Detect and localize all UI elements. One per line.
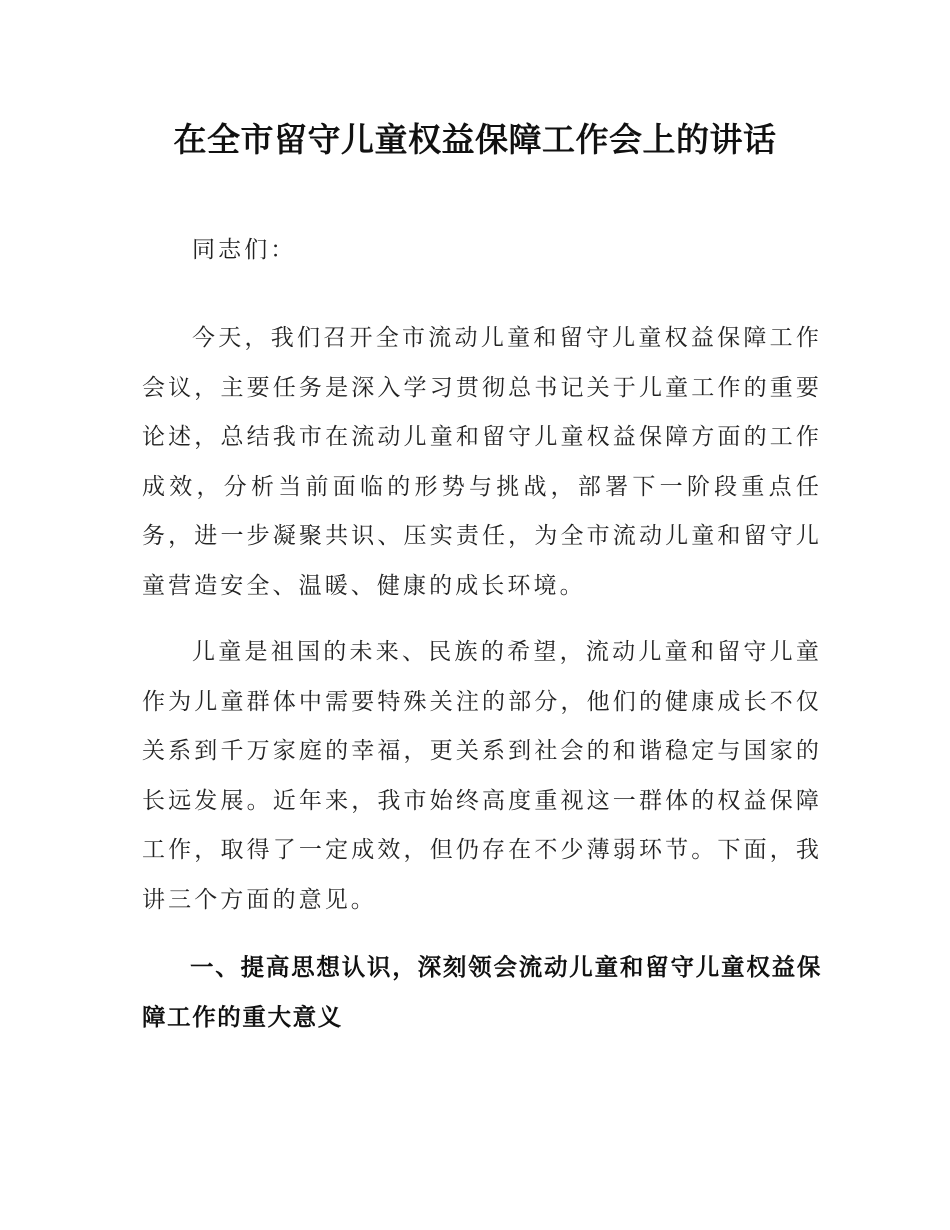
greeting: 同志们：	[192, 237, 297, 263]
paragraph-1: 今天，我们召开全市流动儿童和留守儿童权益保障工作会议，主要任务是深入学习贯彻总书记关于儿童工作的重要论述，总结我市在流动儿童和留守儿童权益保障方面的工作成效，分析当前面临的形势与挑战，部署下一阶段重点任务，进一步凝聚共识、压实责任，为全市流动儿童和留守儿童营造安全、温暖、健康的成长环境。	[142, 325, 822, 599]
document-title: 在全市留守儿童权益保障工作会上的讲话	[173, 120, 777, 159]
section-heading-1: 一、提高思想认识，深刻领会流动儿童和留守儿童权益保障工作的重大意义	[142, 953, 822, 1031]
paragraph-2: 儿童是祖国的未来、民族的希望，流动儿童和留守儿童作为儿童群体中需要特殊关注的部分，他们的健康成长不仅关系到千万家庭的幸福，更关系到社会的和谐稳定与国家的长远发展。近年来，我市始终高度重视这一群体的权益保障工作，取得了一定成效，但仍存在不少薄弱环节。下面，我讲三个方面的意见。	[142, 639, 822, 913]
